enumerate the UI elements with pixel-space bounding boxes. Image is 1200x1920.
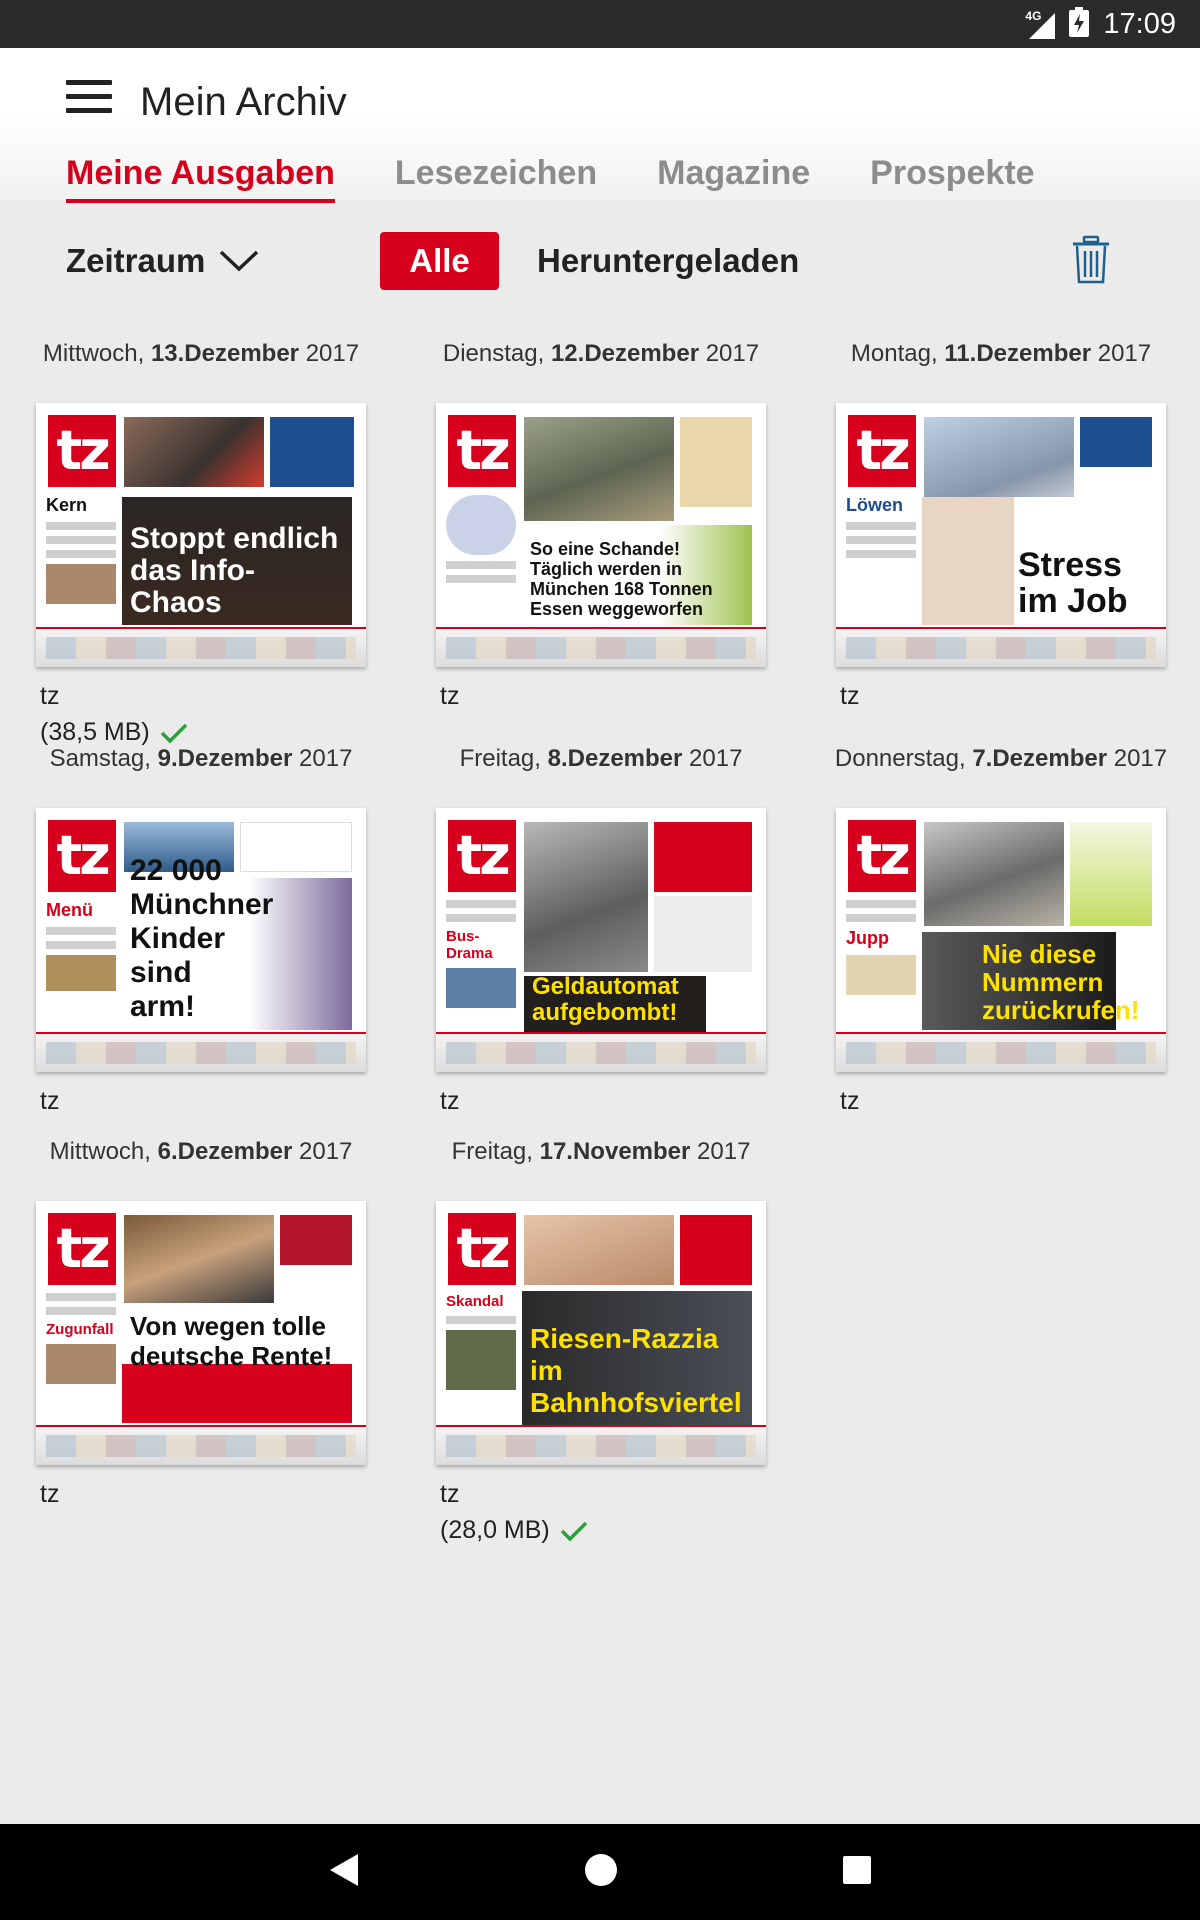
recents-icon[interactable] [841,1852,873,1888]
issue-cover[interactable]: tz So eine Schande! Täglich werden in München 168 Tonnen Essen weggeworfen [436,403,766,667]
filter-bar [0,228,1200,294]
issue-date: Donnerstag, 7.Dezember 2017 [834,745,1168,772]
issue-cover[interactable]: tz Kern Stoppt endlich das Info-Chaos [36,403,366,667]
back-icon[interactable] [328,1852,360,1888]
tab-bar [66,154,1095,203]
publication-name: tz [40,682,60,710]
period-dropdown[interactable] [66,242,259,280]
issue-date: Dienstag, 12.Dezember 2017 [442,340,760,367]
chevron-down-icon [219,249,259,273]
tz-logo: tz [48,415,116,487]
system-nav-bar [0,1824,1200,1920]
tz-logo: tz [848,415,916,487]
publication-name: tz [840,682,860,710]
app-header [0,48,1200,200]
issue-date: Freitag, 8.Dezember 2017 [459,745,743,772]
issue-cover[interactable]: tz Bus-Drama Geldautomat aufgebombt! [436,808,766,1072]
status-bar [0,0,1200,48]
filter-downloaded-button[interactable]: Heruntergeladen [537,242,800,279]
tab-prospekte[interactable]: Prospekte [870,154,1035,192]
tz-logo: tz [448,415,516,487]
publication-name: tz [440,682,460,710]
issue-cover[interactable]: tz Jupp Nie diese Nummern zurückrufen! [836,808,1166,1072]
issue-cover[interactable]: tz Skandal Riesen-Razzia im Bahnhofsviertel [436,1201,766,1465]
tz-logo: tz [448,1213,516,1285]
download-size: (38,5 MB) [40,718,188,747]
filter-all-button[interactable]: Alle [380,232,499,290]
publication-name: tz [40,1087,60,1115]
battery-charging-icon [1069,7,1089,42]
issue-date: Mittwoch, 13.Dezember 2017 [42,340,360,367]
tz-logo: tz [848,820,916,892]
trash-icon[interactable] [1072,236,1110,284]
issue-date: Mittwoch, 6.Dezember 2017 [49,1138,353,1165]
tab-meine-ausgaben[interactable]: Meine Ausgaben [66,154,335,203]
publication-name: tz [440,1480,460,1508]
signal-icon: 4G [1025,9,1055,39]
tz-logo: tz [48,820,116,892]
publication-name: tz [840,1087,860,1115]
issue-cover[interactable]: tz Löwen Stress im Job [836,403,1166,667]
issue-date: Montag, 11.Dezember 2017 [850,340,1152,367]
hamburger-menu-icon[interactable] [66,80,112,120]
page-title: Mein Archiv [140,80,347,124]
home-icon[interactable] [584,1852,618,1888]
tab-magazine[interactable]: Magazine [657,154,811,192]
clock: 17:09 [1103,7,1176,40]
publication-name: tz [440,1087,460,1115]
period-label: Zeitraum [66,242,206,279]
issue-date: Samstag, 9.Dezember 2017 [49,745,353,772]
checkmark-icon [160,722,188,744]
tz-logo: tz [448,820,516,892]
issue-cover[interactable]: tz Menü 22 000 Münchner Kinder sind arm! [36,808,366,1072]
tz-logo: tz [48,1213,116,1285]
checkmark-icon [560,1520,588,1542]
publication-name: tz [40,1480,60,1508]
issue-cover[interactable]: tz Zugunfall Von wegen tolle deutsche Rente! [36,1201,366,1465]
download-size: (28,0 MB) [440,1516,588,1545]
tab-lesezeichen[interactable]: Lesezeichen [394,154,598,192]
issue-date: Freitag, 17.November 2017 [451,1138,751,1165]
